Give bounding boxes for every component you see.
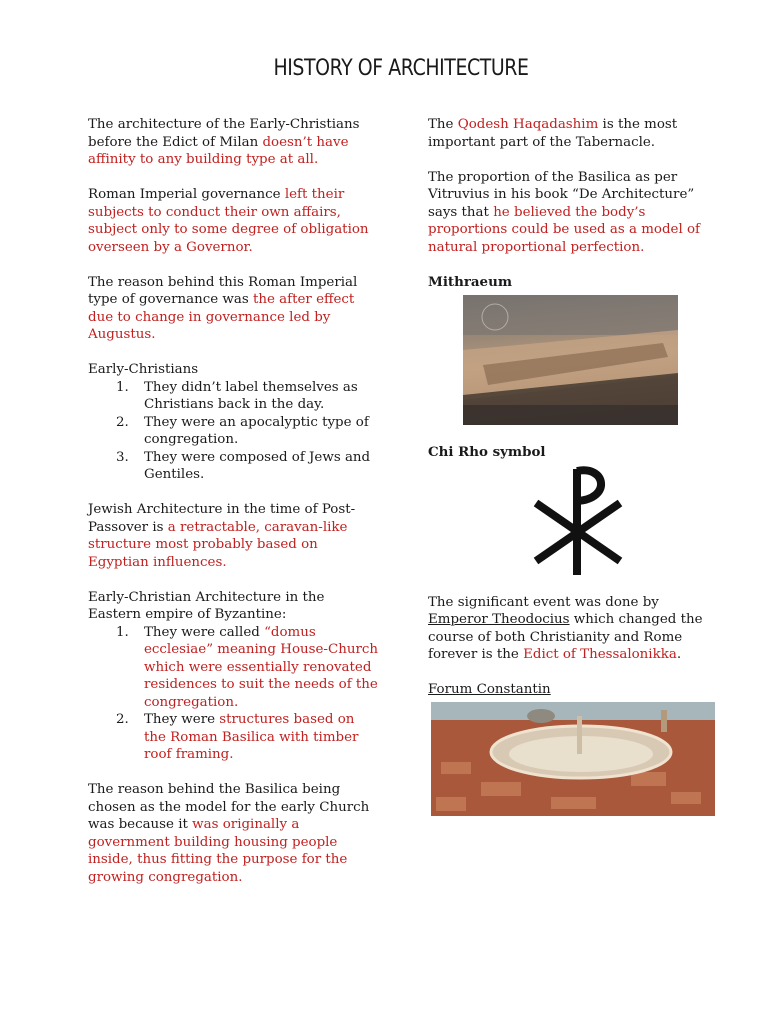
text: . — [676, 647, 682, 662]
paragraph-roman-governance — [88, 186, 378, 256]
forum-illustration — [431, 702, 715, 816]
highlight-text: he believed the body’s proportions could be used as a model of natural proportional perfection. — [428, 204, 701, 255]
text: Roman Imperial governance — [88, 187, 285, 202]
list-text: They were an apocalyptic type of congregation. — [144, 414, 369, 447]
list-text: They were called — [144, 624, 265, 640]
list-number: 2. — [116, 414, 129, 430]
paragraph-governance-reason — [88, 274, 378, 344]
list-item — [88, 414, 378, 449]
early-christians-list — [88, 379, 378, 484]
highlight-text: structures based on the Roman Basilica with timber roof framing. — [144, 712, 359, 762]
highlight-text: left their subjects to conduct their own affairs, subject only to some degree of obligation overseen by a Governor. — [88, 187, 369, 255]
list-text: They were — [144, 712, 220, 727]
forum-constantin-photo — [431, 702, 715, 816]
highlight-text: doesn’t have affinity to any building type at all. — [88, 134, 349, 167]
page-title: HISTORY OF ARCHITECTURE — [273, 56, 529, 81]
list-intro: Early-Christians — [88, 362, 199, 377]
list-number: 2. — [116, 712, 129, 727]
forum-heading: Forum Constantin — [428, 682, 551, 697]
text: The significant event was done by — [428, 594, 659, 610]
highlight-text: was originally a government building housing people inside, thus fitting the purpose for the growing congregation. — [88, 817, 348, 885]
highlight-text: the after effect due to change in governance led by Augustus. — [88, 292, 355, 342]
list-number: 3. — [116, 449, 129, 465]
chirho-heading: Chi Rho symbol — [428, 444, 546, 460]
list-item — [88, 379, 378, 414]
list-number: 1. — [116, 624, 129, 640]
list-text: They were composed of Jews and Gentiles. — [144, 449, 371, 482]
list-item — [88, 449, 378, 484]
text: Jewish Architecture in the time of Post-Passover is — [88, 502, 356, 535]
text: The reason behind the Basilica being chosen as the model for the early Church was because it — [88, 782, 370, 832]
list-intro: Early-Christian Architecture in the Eastern empire of Byzantine: — [88, 589, 325, 622]
text: which changed the course of both Christianity and Rome forever is the — [428, 612, 703, 662]
highlight-text: a retractable, caravan-like structure most probably based on Egyptian influences. — [88, 519, 348, 570]
paragraph-jewish-architecture — [88, 501, 378, 571]
paragraph-early-christians — [88, 116, 378, 169]
list-item — [88, 624, 378, 712]
mithraeum-photo — [463, 295, 678, 425]
paragraph-qodesh — [428, 116, 713, 151]
byzantine-list — [88, 624, 378, 764]
mithraeum-illustration — [463, 295, 678, 425]
text: is the most important part of the Tabernacle. — [428, 117, 678, 150]
text: The architecture of the Early-Christians before the Edict of Milan — [88, 117, 360, 150]
text: The — [428, 117, 458, 132]
text: The reason behind this Roman Imperial type of governance was — [88, 274, 358, 307]
left-column — [88, 116, 378, 904]
highlight-text: Qodesh Haqadashim — [457, 117, 599, 132]
text: The proportion of the Basilica as per Vitruvius in his book “De Architecture” says that — [428, 169, 695, 220]
list-text: They didn’t label themselves as Christians back in the day. — [144, 379, 358, 412]
paragraph-theodocius — [428, 594, 713, 664]
mithraeum-heading: Mithraeum — [428, 273, 512, 290]
underlined-text: Emperor Theodocius — [428, 612, 570, 627]
chi-rho-icon — [528, 463, 628, 578]
highlight-text: “domus ecclesiae” meaning House-Church which were essentially renovated residences to suit the needs of the congregation. — [144, 624, 378, 710]
list-item — [88, 711, 378, 764]
list-number: 1. — [116, 379, 129, 395]
paragraph-vitruvius — [428, 169, 713, 257]
highlight-text: Edict of Thessalonikka — [523, 647, 677, 662]
paragraph-basilica-reason — [88, 781, 378, 886]
